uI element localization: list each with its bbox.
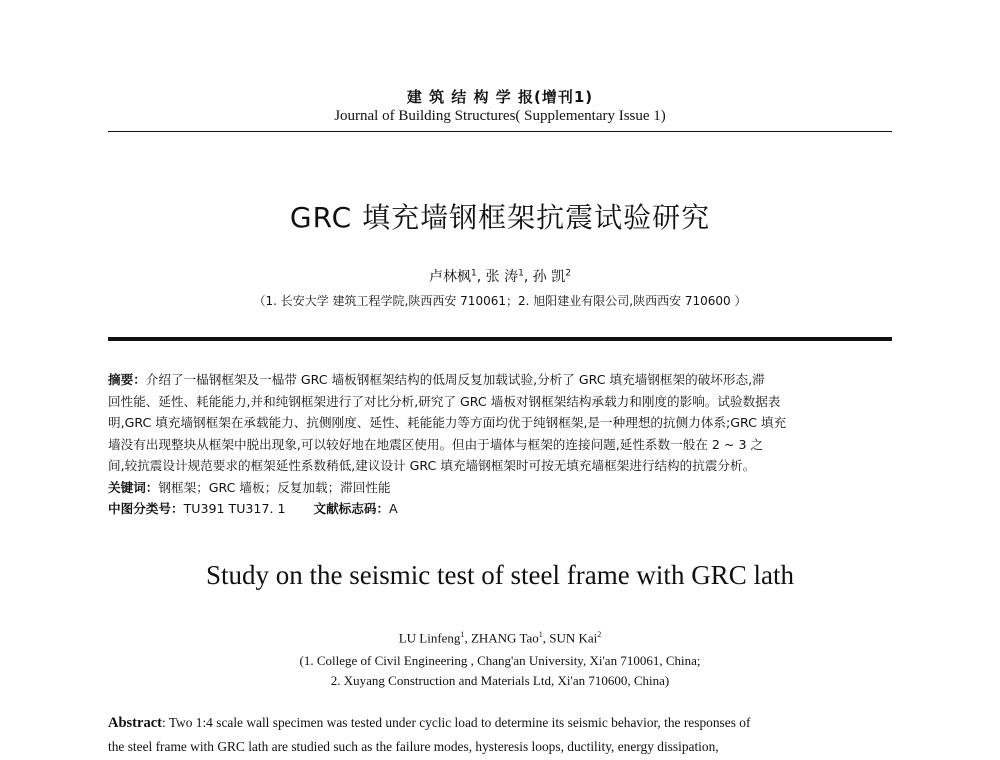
- author-separator: ,: [476, 269, 482, 285]
- author-en-2-sup: 1: [538, 630, 543, 639]
- affiliation-en-2: 2. Xuyang Construction and Materials Ltd, Xi'an 710600, China): [330, 673, 670, 688]
- author-cn-1: 卢林枫: [429, 269, 472, 285]
- author-cn-3: 孙 凯: [532, 269, 566, 285]
- abstract-cn: [108, 369, 892, 520]
- abstract-en-text: Two 1:4 scale wall specimen was tested under cyclic load to determine its seismic behavior, the responses of: [168, 715, 751, 730]
- classification: [108, 498, 892, 520]
- journal-title-cn: 建 筑 结 构 学 报(增刊1): [406, 88, 594, 106]
- abstract-cn-line: 明,GRC 填充墙钢框架在承载能力、抗侧刚度、延性、耗能能力等方面均优于纯钢框架,是一种理想的抗侧力体系;GRC 填充: [108, 415, 787, 430]
- classification-text: TU391 TU317. 1: [183, 501, 286, 516]
- author-en-1: LU Linfeng: [398, 630, 461, 646]
- authors-cn: [0, 266, 1000, 286]
- author-en-3-sup: 2: [597, 630, 602, 639]
- abstract-en-label: Abstract: [108, 715, 162, 731]
- abstract-cn-line: 墙没有出现整块从框架中脱出现象,可以较好地在地震区使用。但由于墙体与框架的连接问题,延性系数一般在 2 ~ 3 之: [108, 436, 764, 452]
- section-rule: [108, 337, 892, 341]
- affiliation-cn: （1. 长安大学 建筑工程学院,陕西西安 710061；2. 旭阳建业有限公司,陕西西安 710600 ）: [253, 294, 747, 308]
- keywords-cn: [108, 477, 892, 499]
- keywords-cn-label: 关键词：: [108, 479, 159, 495]
- doc-code-label: 文献标志码：: [313, 501, 390, 516]
- abstract-en-colon: :: [161, 715, 166, 730]
- authors-en: [0, 630, 1000, 646]
- paper-title-cn: GRC 填充墙钢框架抗震试验研究: [289, 201, 711, 234]
- classification-label: 中图分类号：: [108, 501, 184, 516]
- keywords-cn-text: 钢框架；GRC 墙板；反复加载；滞回性能: [158, 479, 391, 495]
- abstract-cn-text: 介绍了一榀钢框架及一榀带 GRC 墙板钢框架结构的低周反复加载试验,分析了 GRC 填充墙钢框架的破坏形态,滞: [145, 372, 765, 387]
- abstract-cn-label: 摘要：: [108, 372, 146, 387]
- paper-title-en: Study on the seismic test of steel frame with GRC lath: [206, 560, 794, 590]
- affiliation-en-1: (1. College of Civil Engineering , Chang'an University, Xi'an 710061, China;: [299, 653, 701, 668]
- author-cn-1-sup: 1: [471, 268, 477, 279]
- author-separator: ,: [542, 630, 546, 646]
- doc-code: A: [389, 501, 398, 516]
- author-en-3: SUN Kai: [549, 630, 598, 646]
- author-separator: ,: [523, 269, 529, 285]
- abstract-en-line: [108, 711, 892, 735]
- author-cn-3-sup: 2: [565, 268, 571, 279]
- journal-title-en: Journal of Building Structures( Supplementary Issue 1): [334, 108, 666, 124]
- author-en-1-sup: 1: [460, 630, 465, 639]
- abstract-cn-line: 回性能、延性、耗能能力,并和纯钢框架进行了对比分析,研究了 GRC 墙板对钢框架结构承载力和刚度的影响。试验数据表: [108, 393, 781, 409]
- author-separator: ,: [464, 630, 468, 646]
- abstract-cn-line: 间,较抗震设计规范要求的框架延性系数稍低,建议设计 GRC 填充墙钢框架时可按无填充墙框架进行结构的抗震分析。: [108, 458, 756, 473]
- abstract-en: [108, 711, 892, 759]
- author-en-2: ZHANG Tao: [470, 630, 539, 646]
- abstract-cn-line: [108, 369, 892, 391]
- author-cn-2-sup: 1: [518, 268, 524, 279]
- abstract-en-line: the steel frame with GRC lath are studied such as the failure modes, hysteresis loops, ductility, energy dissipation,: [108, 739, 719, 754]
- header-rule: [108, 131, 892, 132]
- author-cn-2: 张 涛: [485, 269, 519, 285]
